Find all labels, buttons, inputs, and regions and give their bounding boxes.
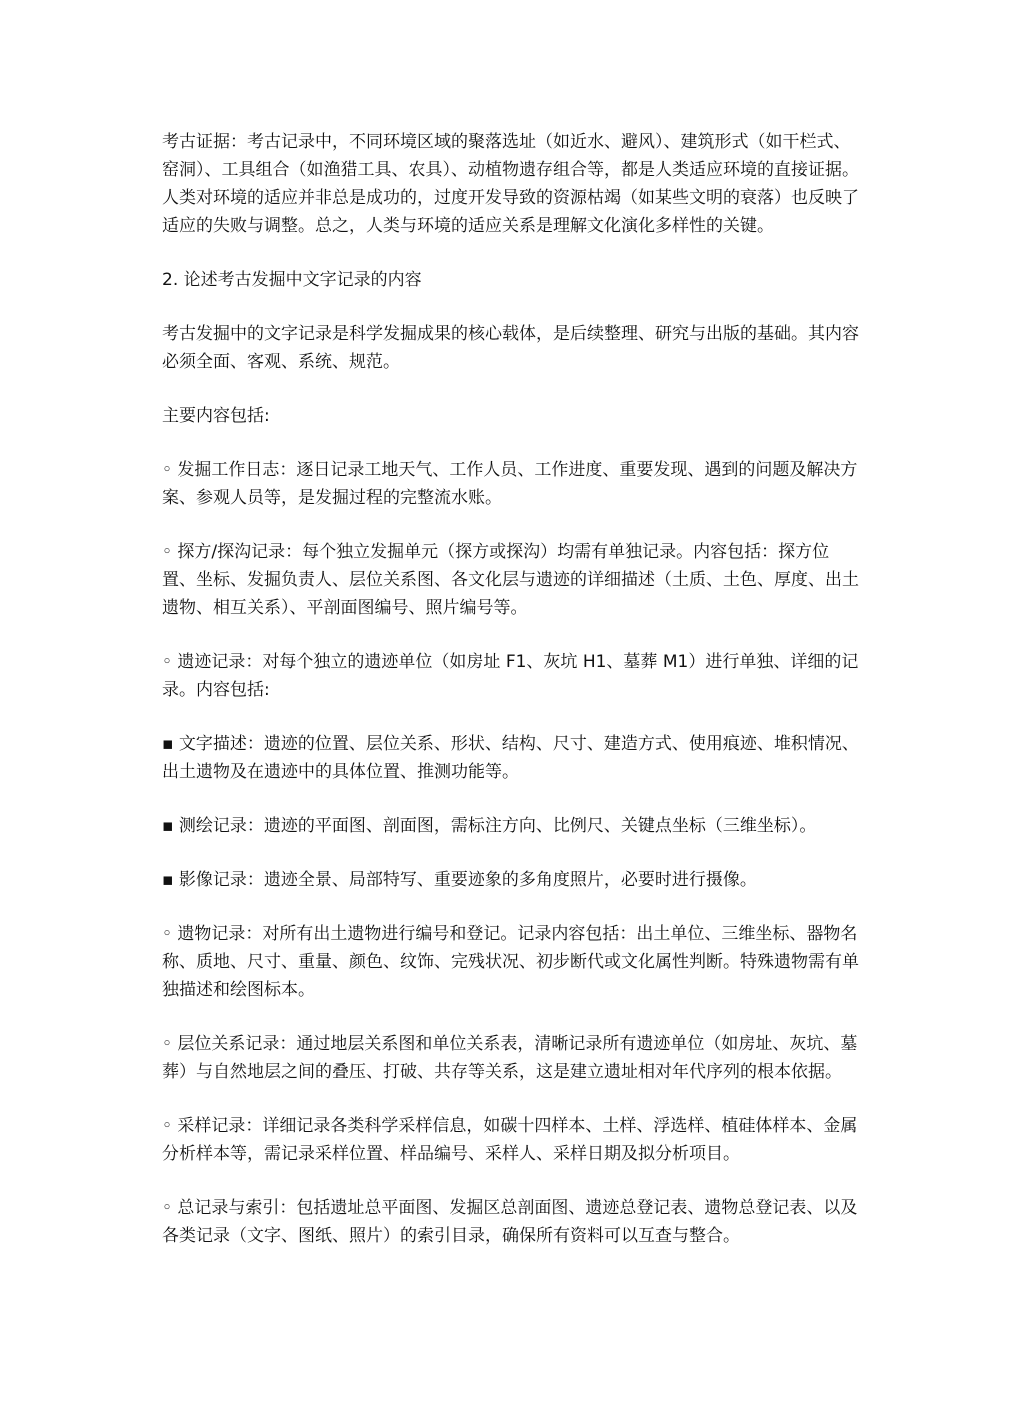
- item-stratigraphic-record: ◦ 层位关系记录：通过地层关系图和单位关系表，清晰记录所有遗迹单位（如房址、灰坑、墓葬）与自然地层之间的叠压、打破、共存等关系，这是建立遗址相对年代序列的根本依据。: [162, 1034, 858, 1082]
- item-sampling-record: ◦ 采样记录：详细记录各类科学采样信息，如碳十四样本、土样、浮选样、植硅体样本、金属分析样本等，需记录采样位置、样品编号、采样人、采样日期及拟分析项目。: [162, 1116, 858, 1164]
- item-artifact-record: ◦ 遗物记录：对所有出土遗物进行编号和登记。记录内容包括：出土单位、三维坐标、器物名称、质地、尺寸、重量、颜色、纹饰、完残状况、初步断代或文化属性判断。特殊遗物需有单独描述和绘图标本。: [162, 924, 859, 1000]
- intro-paragraph: 考古证据：考古记录中，不同环境区域的聚落选址（如近水、避风）、建筑形式（如干栏式、窑洞）、工具组合（如渔猎工具、农具）、动植物遗存组合等，都是人类适应环境的直接证据。人类对环境的适应并非总是成功的，过度开发导致的资源枯竭（如某些文明的衰落）也反映了适应的失败与调整。总之，人类与环境的适应关系是理解文化演化多样性的关键。: [162, 132, 859, 236]
- item-feature-record: ◦ 遗迹记录：对每个独立的遗迹单位（如房址 F1、灰坑 H1、墓葬 M1）进行单独、详细的记录。内容包括:: [162, 652, 859, 700]
- document-content: [162, 128, 862, 1250]
- item-general-index: ◦ 总记录与索引：包括遗址总平面图、发掘区总剖面图、遗迹总登记表、遗物总登记表、以及各类记录（文字、图纸、照片）的索引目录，确保所有资料可以互查与整合。: [162, 1198, 858, 1246]
- item-excavation-log: ◦ 发掘工作日志：逐日记录工地天气、工作人员、工作进度、重要发现、遇到的问题及解决方案、参观人员等，是发掘过程的完整流水账。: [162, 460, 858, 508]
- subitem-survey-record: ▪ 测绘记录：遗迹的平面图、剖面图，需标注方向、比例尺、关键点坐标（三维坐标）。: [162, 816, 817, 836]
- item-trench-record: ◦ 探方/探沟记录：每个独立发掘单元（探方或探沟）均需有单独记录。内容包括：探方位置、坐标、发掘负责人、层位关系图、各文化层与遗迹的详细描述（土质、土色、厚度、出土遗物、相互关系）、平剖面图编号、照片编号等。: [162, 542, 859, 618]
- section-title: 2. 论述考古发掘中文字记录的内容: [162, 270, 422, 290]
- subitem-image-record: ▪ 影像记录：遗迹全景、局部特写、重要迹象的多角度照片，必要时进行摄像。: [162, 870, 757, 890]
- section-intro: 考古发掘中的文字记录是科学发掘成果的核心载体，是后续整理、研究与出版的基础。其内容必须全面、客观、系统、规范。: [162, 324, 859, 372]
- main-contents-label: 主要内容包括:: [162, 406, 270, 426]
- subitem-text-description: ▪ 文字描述：遗迹的位置、层位关系、形状、结构、尺寸、建造方式、使用痕迹、堆积情况、出土遗物及在遗迹中的具体位置、推测功能等。: [162, 734, 859, 782]
